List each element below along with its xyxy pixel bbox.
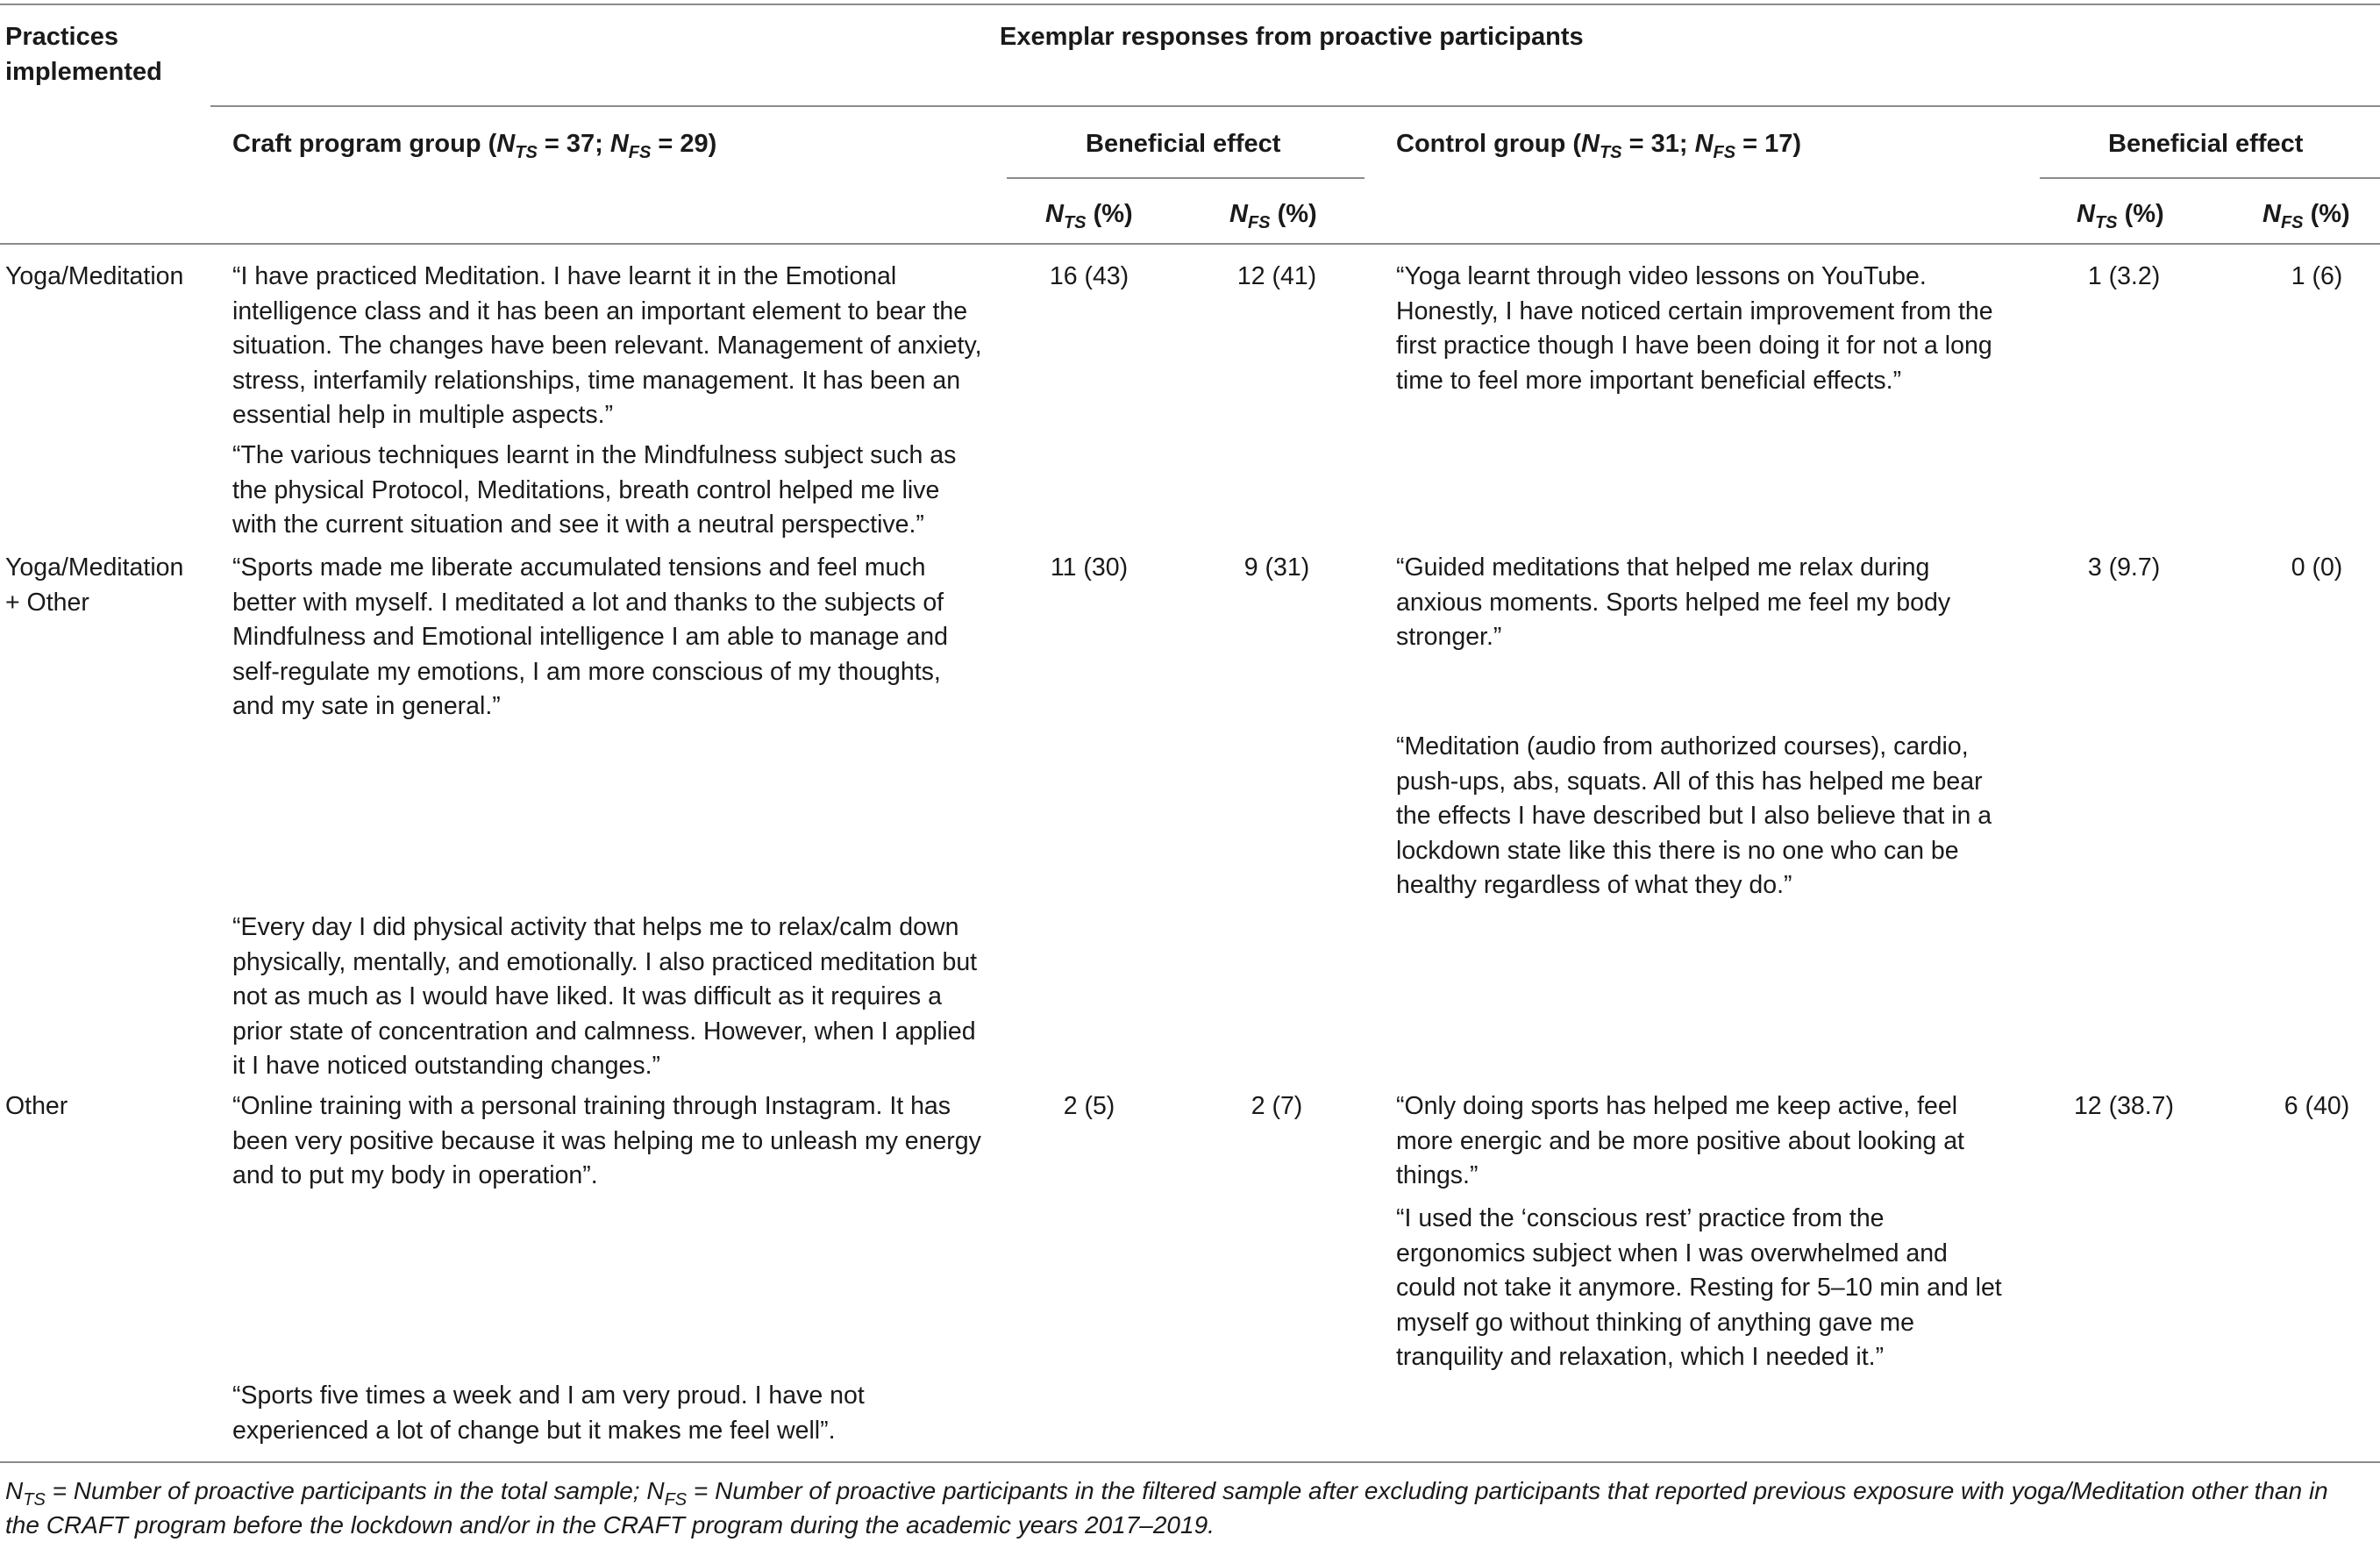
craft-group-header: Craft program group ($N_{TS} = 37$; $N_{FS} = 29$) [232, 130, 717, 162]
control-quote: “Only doing sports has helped me keep active, feel more energic and be more positive about looking at things.” [1396, 1092, 1964, 1189]
header-bottom-rule [0, 243, 2380, 245]
craft-nts-value: 11 (30) [1050, 553, 1129, 582]
practice-label: Yoga/Meditation + Other [5, 553, 184, 617]
control-nfs-value: 6 (40) [2284, 1092, 2350, 1120]
craft-nts-col-header: $N_{TS}$ (%) [1045, 200, 1133, 232]
exemplar-header: Exemplar responses from proactive participants [1000, 23, 1584, 51]
craft-nfs-value: 12 (41) [1236, 262, 1317, 290]
practices-header: Practices implemented [5, 23, 162, 86]
control-beneficial-underline [2040, 177, 2380, 179]
top-rule [0, 4, 2380, 5]
craft-nfs-value: 2 (7) [1251, 1092, 1303, 1120]
craft-quote: “Sports made me liberate accumulated tensions and feel much better with myself. I meditated a lot and thanks to the subjects of Mindfulness and Emotional intelligence I am able to manage and self-regulate my emotions, I am more conscious of my thoughts, and my sate in general.” [232, 553, 948, 720]
craft-quote: “Online training with a personal training through Instagram. It has been very positive because it was helping me to unleash my energy and to put my body in operation”. [232, 1092, 981, 1189]
control-nfs-value: 0 (0) [2291, 553, 2343, 582]
control-nts-value: 12 (38.7) [2073, 1092, 2175, 1120]
control-quote: “Yoga learnt through video lessons on YouTube. Honestly, I have noticed certain improvement from the first practice though I have been doing it for not a long time to feel more important beneficial effects.” [1396, 262, 1993, 395]
control-quote: “I used the ‘conscious rest’ practice from the ergonomics subject when I was overwhelmed and could not take it anymore. Resting for 5–10 min and let myself go without thinking of anything gave me tranquility and relaxation, which I needed it.” [1396, 1204, 2002, 1371]
craft-nts-value: 16 (43) [1049, 262, 1129, 290]
practice-label: Yoga/Meditation [5, 262, 184, 290]
control-nfs-value: 1 (6) [2291, 262, 2343, 290]
craft-quote: “I have practiced Meditation. I have learnt it in the Emotional intelligence class and it has been an important element to bear the situation. The changes have been relevant. Management of anxiety, stress, interfamily relationships, time management. It has been an essential help in multiple aspects.” [232, 262, 982, 429]
craft-quote: “The various techniques learnt in the Mindfulness subject such as the physical Protocol, Meditations, breath control helped me live with the current situation and see it with a neutral perspective.” [232, 441, 957, 539]
craft-beneficial-underline [1007, 177, 1365, 179]
craft-nfs-col-header: $N_{FS}$ (%) [1229, 200, 1317, 232]
craft-nfs-value: 9 (31) [1243, 553, 1310, 582]
craft-beneficial-header: Beneficial effect [1086, 130, 1281, 158]
exemplar-underline [210, 105, 2380, 107]
control-quote: “Guided meditations that helped me relax during anxious moments. Sports helped me feel my body stronger.” [1396, 553, 1951, 651]
control-nts-value: 3 (9.7) [2087, 553, 2161, 582]
craft-quote: “Sports five times a week and I am very proud. I have not experienced a lot of change but it makes me feel well”. [232, 1381, 865, 1445]
control-beneficial-header: Beneficial effect [2108, 130, 2304, 158]
control-nfs-col-header: $N_{FS}$ (%) [2262, 200, 2350, 232]
control-nts-value: 1 (3.2) [2087, 262, 2161, 290]
control-nts-col-header: $N_{TS}$ (%) [2077, 200, 2164, 232]
table-footnote: $N_{TS}$ = Number of proactive participants in the total sample; $N_{FS}$ = Number of proactive participants in the filtered sample after excluding participants that reported previous exposure with yoga/Meditation other than in the CRAFT program before the lockdown and/or in the CRAFT program during the academic years 2017–2019. [5, 1477, 2328, 1538]
craft-quote: “Every day I did physical activity that helps me to relax/calm down physically, mentally, and emotionally. I also practiced meditation but not as much as I would have liked. It was difficult as it requires a prior state of concentration and calmness. However, when I applied it I have noticed outstanding changes.” [232, 913, 978, 1080]
table-bottom-rule [0, 1461, 2380, 1463]
control-group-header: Control group ($N_{TS} = 31$; $N_{FS} = 17$) [1396, 130, 1802, 162]
practice-label: Other [5, 1092, 68, 1120]
control-quote: “Meditation (audio from authorized courses), cardio, push-ups, abs, squats. All of this has helped me bear the effects I have described but I also believe that in a lockdown state like this there is no one who can be healthy regardless of what they do.” [1396, 732, 1992, 899]
craft-nts-value: 2 (5) [1063, 1092, 1115, 1120]
